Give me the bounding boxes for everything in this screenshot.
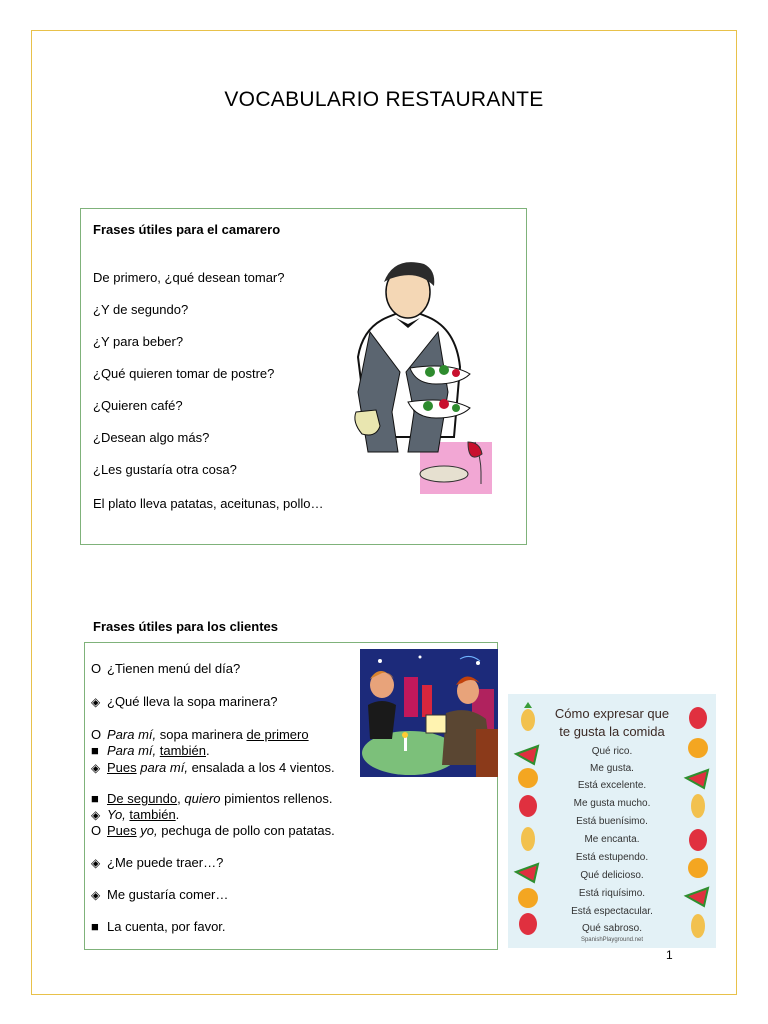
poster-item: Está espectacular. — [571, 906, 653, 917]
waiter-phrase: De primero, ¿qué desean tomar? — [93, 270, 285, 285]
client-phrase: ◈ Me gustaría comer… — [91, 887, 229, 902]
poster-item: Está estupendo. — [575, 852, 649, 863]
client-phrase: O Para mí, sopa marinera de primero — [91, 727, 309, 742]
poster-item: Me encanta. — [584, 834, 640, 845]
client-phrase: ■ De segundo, quiero pimientos rellenos. — [91, 791, 333, 806]
waiter-phrase: ¿Les gustaría otra cosa? — [93, 462, 237, 477]
poster-item: Qué sabroso. — [581, 923, 643, 934]
poster-title: te gusta la comida — [559, 724, 665, 739]
poster-item: Está riquísimo. — [578, 888, 646, 899]
page-number: 1 — [666, 948, 673, 962]
square-bullet: ■ — [91, 919, 99, 934]
poster-item: Qué rico. — [591, 746, 633, 757]
waiter-phrase: ¿Qué quieren tomar de postre? — [93, 366, 275, 381]
waiter-illustration — [340, 252, 496, 496]
poster-item: Está excelente. — [577, 780, 647, 791]
clients-heading: Frases útiles para los clientes — [93, 619, 278, 634]
client-phrase: ◈ Yo, también. — [91, 807, 180, 822]
square-bullet: ■ — [91, 743, 99, 758]
waiter-phrase: ¿Y de segundo? — [93, 302, 189, 317]
diamond-bullet: ◈ — [91, 808, 101, 822]
poster-item: Me gusta mucho. — [573, 798, 651, 809]
client-phrase: O Pues yo, pechuga de pollo con patatas. — [91, 823, 335, 838]
client-phrase: O ¿Tienen menú del día? — [91, 661, 241, 676]
waiter-phrase: El plato lleva patatas, aceitunas, pollo… — [93, 496, 324, 511]
client-phrase: ◈ ¿Me puede traer…? — [91, 855, 224, 870]
square-bullet: ■ — [91, 791, 99, 806]
poster-title: Cómo expresar que — [554, 706, 670, 721]
waiter-phrase: ¿Quieren café? — [93, 398, 183, 413]
poster-item: Está buenísimo. — [576, 816, 648, 827]
circle-bullet: O — [91, 727, 102, 742]
poster-item: Qué delicioso. — [580, 870, 644, 881]
diamond-bullet: ◈ — [91, 888, 101, 902]
diamond-bullet: ◈ — [91, 856, 101, 870]
waiter-phrase: ¿Desean algo más? — [93, 430, 210, 445]
diamond-bullet: ◈ — [91, 695, 101, 709]
diamond-bullet: ◈ — [91, 761, 101, 775]
waiter-heading: Frases útiles para el camarero — [93, 222, 281, 237]
waiter-phrase: ¿Y para beber? — [93, 334, 184, 349]
circle-bullet: O — [91, 661, 102, 676]
page-title: VOCABULARIO RESTAURANTE — [224, 88, 544, 111]
circle-bullet: O — [91, 823, 102, 838]
client-phrase: ■ La cuenta, por favor. — [91, 919, 226, 934]
food-expressions-poster — [508, 694, 716, 948]
poster-item: Me gusta. — [590, 763, 634, 774]
diners-illustration — [360, 649, 498, 777]
poster-site-credit: SpanishPlayground.net — [580, 937, 644, 943]
client-phrase: ■ Para mí, también. — [91, 743, 210, 758]
client-phrase: ◈ ¿Qué lleva la sopa marinera? — [91, 694, 278, 709]
client-phrase: ◈ Pues para mí, ensalada a los 4 vientos. — [91, 760, 335, 775]
